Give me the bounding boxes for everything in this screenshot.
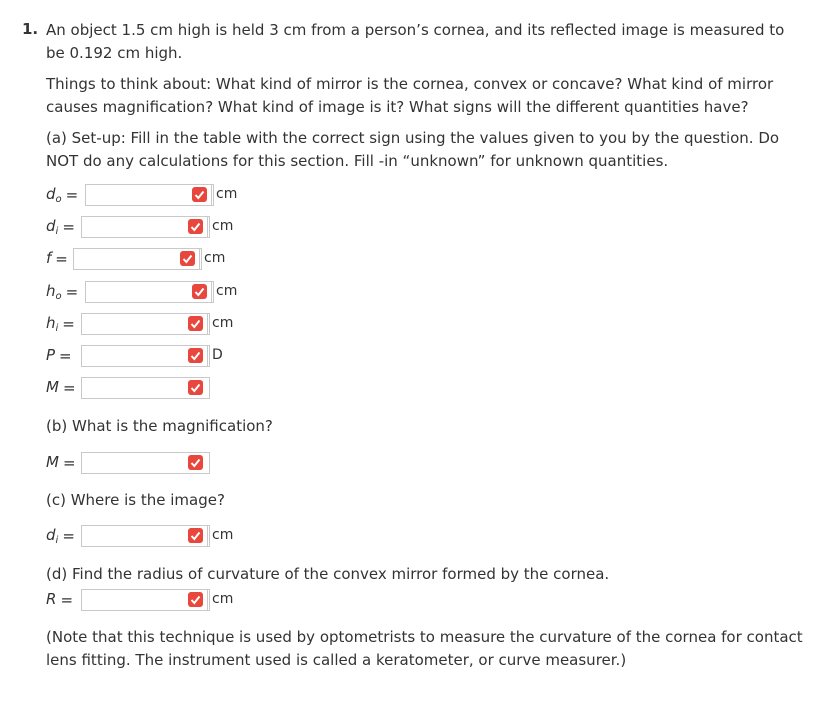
question-hints: Things to think about: What kind of mirror is the cornea, convex or concave? What kind of mirror causes magnification? What kind of image is it? What signs will the different quantities have?	[46, 75, 774, 116]
check-icon	[180, 251, 195, 266]
unit-label: cm	[204, 250, 226, 266]
check-icon	[192, 187, 207, 202]
row-image-height	[46, 313, 234, 335]
row-power	[46, 345, 223, 367]
check-icon	[188, 455, 203, 470]
equals-sign: =	[62, 218, 75, 236]
check-icon	[188, 316, 203, 331]
row-magnification-setup	[46, 377, 82, 399]
part-b-question: (b) What is the magnification?	[46, 417, 273, 435]
check-icon	[188, 528, 203, 543]
question-prompt: An object 1.5 cm high is held 3 cm from a person’s cornea, and its reflected image is measured to be 0.192 cm high.	[46, 21, 785, 62]
var-label: $d_o$	[46, 185, 62, 205]
divider	[199, 249, 200, 269]
var-label: M	[46, 378, 59, 396]
row-image-distance	[46, 216, 234, 238]
row-object-height	[46, 281, 238, 303]
equals-sign: =	[65, 283, 79, 301]
equals-sign: =	[62, 379, 76, 397]
unit-label: cm	[212, 315, 234, 331]
var-label: P	[46, 346, 56, 364]
var-label: f	[46, 249, 52, 267]
divider	[207, 314, 208, 334]
divider	[207, 526, 208, 546]
var-label: $d_i$	[46, 526, 59, 546]
unit-label: cm	[216, 283, 238, 299]
divider	[207, 346, 208, 366]
var-label: M	[46, 453, 59, 471]
equals-sign: =	[59, 347, 72, 365]
var-label: $d_i$	[46, 217, 59, 237]
equals-sign: =	[62, 527, 75, 545]
check-icon	[188, 219, 203, 234]
divider	[207, 590, 208, 610]
divider	[211, 185, 212, 205]
row-focal-length	[46, 248, 226, 270]
equals-sign: =	[62, 454, 76, 472]
unit-label: cm	[216, 186, 238, 202]
var-label: $h_i$	[46, 314, 59, 334]
question-number: 1.	[22, 20, 39, 38]
divider	[211, 282, 212, 302]
var-label: $h_o$	[46, 282, 62, 302]
equals-sign: =	[60, 591, 74, 609]
check-icon	[188, 380, 203, 395]
equals-sign: =	[65, 186, 79, 204]
unit-label: cm	[212, 218, 234, 234]
check-icon	[192, 284, 207, 299]
unit-label: cm	[212, 527, 234, 543]
divider	[207, 217, 208, 237]
note-text: (Note that this technique is used by optometrists to measure the curvature of the cornea for contact lens fitting. The instrument used is called a keratometer, or curve measurer.)	[46, 628, 803, 669]
unit-label: D	[212, 347, 223, 363]
equals-sign: =	[62, 315, 75, 333]
check-icon	[188, 592, 203, 607]
equals-sign: =	[55, 250, 68, 268]
check-icon	[188, 348, 203, 363]
part-c-question: (c) Where is the image?	[46, 491, 225, 509]
part-d-question: (d) Find the radius of curvature of the convex mirror formed by the cornea.	[46, 565, 610, 583]
unit-label: cm	[212, 591, 234, 607]
row-magnification-answer	[46, 452, 82, 474]
part-a-instructions: (a) Set-up: Fill in the table with the correct sign using the values given to you by the question. Do NOT do any calculations for this section. Fill -in “unknown” for unknown quantities.	[46, 129, 780, 170]
row-object-distance	[46, 184, 238, 206]
var-label: R	[46, 590, 57, 608]
row-image-location	[46, 525, 234, 547]
row-radius-of-curvature	[46, 589, 234, 611]
